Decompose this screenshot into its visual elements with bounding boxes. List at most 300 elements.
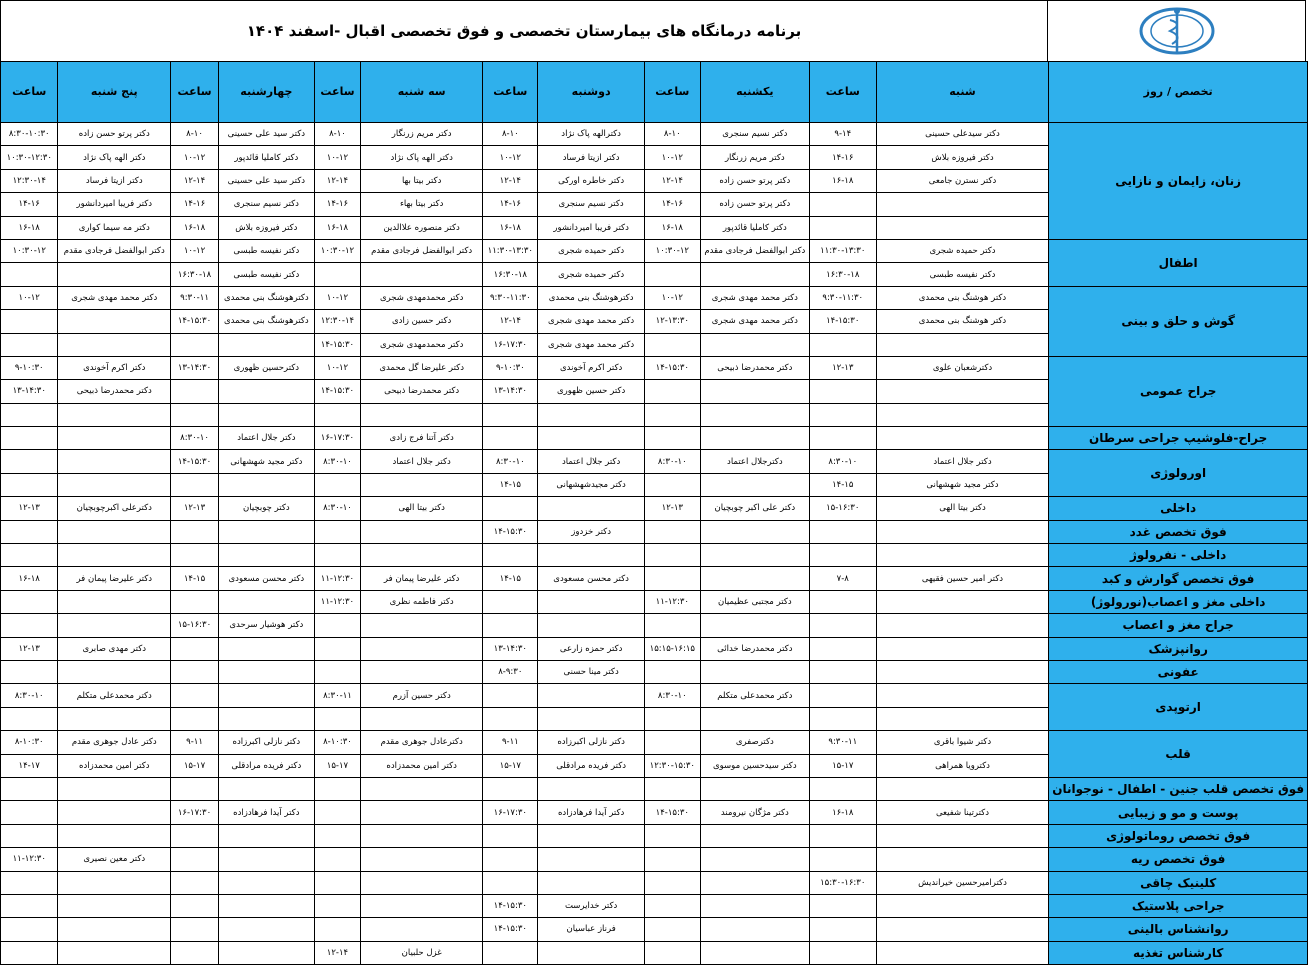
schedule-body [1,123,1308,965]
time-cell [483,777,538,800]
doctor-cell: دکتر محمد مهدی شجری [700,286,809,309]
doctor-cell [700,427,809,450]
doctor-cell [218,707,314,730]
doctor-cell [876,544,1049,567]
specialty-label: داخلی مغز و اعصاب(نورولوژ) [1049,590,1308,613]
doctor-cell: دکتر پرتو حسن زاده [58,123,171,146]
time-cell: ۱۱-۱۲:۳۰ [1,848,58,871]
table-row [1,894,1308,917]
time-cell: ۱۰-۱۲ [644,146,700,169]
time-cell [483,684,538,707]
doctor-cell [538,848,644,871]
time-cell [483,544,538,567]
time-cell: ۱۶-۱۸ [1,216,58,239]
table-row [1,239,1308,262]
col-header: پنج شنبه [58,62,171,123]
time-cell: ۱۴-۱۵:۳۰ [644,356,700,379]
table-row [1,684,1308,707]
time-cell: ۱۱-۱۲:۳۰ [314,567,360,590]
col-header: ساعت [809,62,876,123]
doctor-cell [538,590,644,613]
doctor-cell: دکتر امین محمدزاده [58,754,171,777]
time-cell [1,473,58,496]
time-cell [809,684,876,707]
specialty-label: زنان، زایمان و نازایی [1049,123,1308,240]
time-cell [314,707,360,730]
time-cell: ۹-۱۴ [809,123,876,146]
time-cell [171,848,219,871]
time-cell [809,427,876,450]
doctor-cell [700,614,809,637]
doctor-cell: دکتر جلال اعتماد [876,450,1049,473]
doctor-cell: دکتر خدایرست [538,894,644,917]
doctor-cell [218,637,314,660]
doctor-cell: دکتر محمدرضا خدائی [700,637,809,660]
doctor-cell: دکترهوشنگ بنی محمدی [218,310,314,333]
doctor-cell: دکتر فریده مرادقلی [218,754,314,777]
time-cell [1,707,58,730]
time-cell: ۱۲-۱۳ [171,497,219,520]
time-cell: ۱۴-۱۵ [483,473,538,496]
doctor-cell [876,216,1049,239]
doctor-cell: دکتر محمدمهدی شجری [361,286,483,309]
specialty-label: جراح-فلوشیپ جراحی سرطان [1049,427,1308,450]
time-cell: ۷-۸ [809,567,876,590]
doctor-cell [361,848,483,871]
doctor-cell [538,544,644,567]
time-cell [809,380,876,403]
time-cell: ۱۲-۱۴ [483,169,538,192]
doctor-cell: دکتر فاطمه نظری [361,590,483,613]
doctor-cell [876,427,1049,450]
doctor-cell [361,918,483,941]
time-cell: ۱۴-۱۷ [1,754,58,777]
doctor-cell [58,777,171,800]
doctor-cell: دکتر مژگان نیرومند [700,801,809,824]
doctor-cell: دکتر مجید شهشهانی [218,450,314,473]
time-cell: ۱۰:۳۰-۱۲ [1,239,58,262]
time-cell [171,918,219,941]
doctor-cell [876,707,1049,730]
doctor-cell: دکتر سیدحسین موسوی [700,754,809,777]
time-cell [1,544,58,567]
time-cell [809,403,876,426]
doctor-cell [361,660,483,683]
table-row [1,941,1308,964]
time-cell [644,941,700,964]
time-cell: ۱۴-۱۵:۳۰ [483,894,538,917]
time-cell [809,216,876,239]
specialty-label: فوق تخصص گوارش و کبد [1049,567,1308,590]
doctor-cell [361,894,483,917]
time-cell [171,941,219,964]
doctor-cell: دکتر مریم زرنگار [361,123,483,146]
doctor-cell: دکتر ابوالفضل فرجادی مقدم [58,239,171,262]
doctor-cell [361,637,483,660]
time-cell [171,684,219,707]
schedule-table [0,61,1308,965]
doctor-cell [876,894,1049,917]
time-cell: ۱۴-۱۶ [809,146,876,169]
time-cell [1,450,58,473]
time-cell: ۱۲-۱۳ [1,497,58,520]
doctor-cell [876,637,1049,660]
time-cell [809,824,876,847]
time-cell [314,918,360,941]
specialty-label: جراح عمومی [1049,356,1308,426]
time-cell [314,637,360,660]
doctor-cell: غزل حلبیان [361,941,483,964]
time-cell [1,520,58,543]
time-cell [644,848,700,871]
doctor-cell: دکتر فریبا امیردانشور [538,216,644,239]
doctor-cell [218,918,314,941]
time-cell [483,427,538,450]
time-cell [809,333,876,356]
time-cell [809,520,876,543]
time-cell: ۹-۱۱ [171,731,219,754]
time-cell: ۸-۱۰ [483,123,538,146]
doctor-cell [700,660,809,683]
specialty-label: جراحی پلاستیک [1049,894,1308,917]
doctor-cell: دکتر مجید شهشهانی [876,473,1049,496]
time-cell: ۱۲-۱۴ [171,169,219,192]
time-cell [483,403,538,426]
doctor-cell [218,473,314,496]
doctor-cell: دکتر محمد مهدی شجری [538,310,644,333]
doctor-cell [700,777,809,800]
doctor-cell: دکتر مجیدشهشهانی [538,473,644,496]
time-cell [809,614,876,637]
doctor-cell: دکتر مجتبی عظیمیان [700,590,809,613]
doctor-cell [218,684,314,707]
doctor-cell: دکتر امیر حسین فقیهی [876,567,1049,590]
time-cell [1,614,58,637]
doctor-cell [361,473,483,496]
time-cell: ۸-۱۰ [171,123,219,146]
doctor-cell [218,590,314,613]
table-row [1,427,1308,450]
doctor-cell: دکتر علی اکبر چوبچیان [700,497,809,520]
time-cell [644,380,700,403]
time-cell [171,637,219,660]
specialty-label: فوق تخصص روماتولوژی [1049,824,1308,847]
doctor-cell [700,941,809,964]
doctor-cell: دکترهوشنگ بنی محمدی [218,286,314,309]
doctor-cell: دکتر بیتا الهی [876,497,1049,520]
doctor-cell: دکتر محمدعلی متکلم [58,684,171,707]
doctor-cell: دکترتینا شفیعی [876,801,1049,824]
time-cell [314,894,360,917]
col-header: دوشنبه [538,62,644,123]
doctor-cell: دکتر محسن مسعودی [538,567,644,590]
doctor-cell [538,427,644,450]
doctor-cell [361,520,483,543]
time-cell [644,614,700,637]
table-row [1,918,1308,941]
time-cell [314,544,360,567]
time-cell: ۱۶-۱۸ [644,216,700,239]
time-cell: ۸:۳۰-۱۰ [314,497,360,520]
table-row [1,801,1308,824]
doctor-cell: دکتر نازلی اکبرزاده [218,731,314,754]
time-cell [314,848,360,871]
doctor-cell: دکتر حمیده شجری [538,263,644,286]
time-cell [1,894,58,917]
table-row [1,777,1308,800]
doctor-cell: دکتر فریده مرادقلی [538,754,644,777]
specialty-label: کلینیک چاقی [1049,871,1308,894]
time-cell: ۸:۳۰-۱۰ [1,684,58,707]
doctor-cell [361,824,483,847]
table-row [1,544,1308,567]
time-cell [483,941,538,964]
time-cell [483,871,538,894]
time-cell: ۱۲-۱۴ [314,169,360,192]
doctor-cell: دکتر حمیده شجری [876,239,1049,262]
time-cell: ۹-۱۱ [483,731,538,754]
time-cell: ۱۰-۱۲ [171,239,219,262]
doctor-cell: دکتر علیرضا پیمان فر [58,567,171,590]
time-cell [171,544,219,567]
doctor-cell: دکتر محمدمهدی شجری [361,333,483,356]
doctor-cell: دکتر نفیسه طبسی [876,263,1049,286]
specialty-label: جراح مغز و اعصاب [1049,614,1308,637]
doctor-cell: دکتر هوشنگ بنی محمدی [876,310,1049,333]
time-cell [809,637,876,660]
doctor-cell: دکتر فریبا امیردانشور [58,193,171,216]
time-cell [644,894,700,917]
doctor-cell: دکتر آیدا فرهادزاده [538,801,644,824]
time-cell: ۸:۳۰-۱۰ [644,684,700,707]
doctor-cell [876,403,1049,426]
doctor-cell [58,333,171,356]
doctor-cell [361,871,483,894]
time-cell [171,660,219,683]
caduceus-logo [1048,1,1305,61]
time-cell: ۱۴-۱۵:۳۰ [809,310,876,333]
doctor-cell: دکتر کاملیا قائدپور [218,146,314,169]
doctor-cell [538,777,644,800]
doctor-cell: دکتر مه سیما کواری [58,216,171,239]
time-cell: ۱۰-۱۲ [314,146,360,169]
doctor-cell: دکترالهه پاک نژاد [538,123,644,146]
doctor-cell [218,848,314,871]
specialty-label: اطفال [1049,239,1308,286]
time-cell: ۸:۳۰-۱۰ [644,450,700,473]
time-cell: ۱۰-۱۲ [644,286,700,309]
time-cell [644,333,700,356]
doctor-cell [700,567,809,590]
doctor-cell [218,520,314,543]
doctor-cell: دکترویا همراهی [876,754,1049,777]
specialty-label: کارشناس تغذیه [1049,941,1308,964]
time-cell [171,777,219,800]
time-cell [809,941,876,964]
doctor-cell [218,824,314,847]
time-cell [644,544,700,567]
doctor-cell [876,614,1049,637]
time-cell: ۱۶-۱۷:۳۰ [483,801,538,824]
doctor-cell [218,660,314,683]
doctor-cell: فرناز عباسیان [538,918,644,941]
doctor-cell [58,403,171,426]
time-cell: ۱۴-۱۶ [171,193,219,216]
time-cell [809,193,876,216]
doctor-cell: دکتر سید علی حسینی [218,169,314,192]
table-row [1,123,1308,146]
doctor-cell: دکتر پرتو حسن زاده [700,193,809,216]
doctor-cell: دکتر حسین زادی [361,310,483,333]
specialty-label: ارتوپدی [1049,684,1308,731]
time-cell: ۸-۱۰ [314,123,360,146]
doctor-cell: دکتر فیروزه بلاش [218,216,314,239]
doctor-cell [538,403,644,426]
doctor-cell: دکتر الهه پاک نژاد [58,146,171,169]
doctor-cell [58,918,171,941]
doctor-cell: دکترعلی اکبرچوبچیان [58,497,171,520]
doctor-cell: دکتر چوبچیان [218,497,314,520]
doctor-cell: دکترحسین ظهوری [218,356,314,379]
specialty-label: روانپزشک [1049,637,1308,660]
specialty-label: پوست و مو و زیبایی [1049,801,1308,824]
doctor-cell [58,941,171,964]
table-row [1,497,1308,520]
time-cell [171,871,219,894]
time-cell: ۱۶-۱۸ [171,216,219,239]
time-cell: ۱۶:۳۰-۱۸ [809,263,876,286]
time-cell [644,520,700,543]
time-cell [1,824,58,847]
time-cell: ۱۳-۱۴:۳۰ [483,637,538,660]
table-row [1,731,1308,754]
doctor-cell: دکتر آیدا فرهادزاده [218,801,314,824]
time-cell: ۱۱-۱۲:۳۰ [314,590,360,613]
specialty-label: عفونی [1049,660,1308,683]
time-cell [483,824,538,847]
time-cell: ۱۵:۳۰-۱۶:۳۰ [809,871,876,894]
time-cell: ۱۶-۱۸ [1,567,58,590]
time-cell [1,777,58,800]
time-cell [1,403,58,426]
doctor-cell [218,380,314,403]
doctor-cell: دکتر حمیده شجری [538,239,644,262]
time-cell [1,427,58,450]
time-cell: ۱۲-۱۳:۳۰ [644,310,700,333]
col-header: شنبه [876,62,1049,123]
doctor-cell [58,660,171,683]
doctor-cell: دکتر نسیم سنجری [700,123,809,146]
time-cell: ۱۶-۱۷:۳۰ [314,427,360,450]
col-header: چهارشنبه [218,62,314,123]
doctor-cell [876,684,1049,707]
time-cell: ۱۲-۱۴ [483,310,538,333]
doctor-cell [58,614,171,637]
doctor-cell [538,941,644,964]
doctor-cell [876,660,1049,683]
time-cell: ۸:۳۰-۱۰:۳۰ [1,123,58,146]
doctor-cell: دکتر پرتو حسن زاده [700,169,809,192]
doctor-cell: دکتر هوشنگ بنی محمدی [876,286,1049,309]
col-header: ساعت [314,62,360,123]
doctor-cell [361,614,483,637]
doctor-cell: دکتر بیتا الهی [361,497,483,520]
time-cell: ۱۰-۱۲ [314,286,360,309]
doctor-cell: دکتر الهه پاک نژاد [361,146,483,169]
time-cell: ۱۲:۳۰-۱۵:۳۰ [644,754,700,777]
time-cell: ۱۰-۱۲ [1,286,58,309]
doctor-cell [58,427,171,450]
time-cell [1,660,58,683]
doctor-cell [876,918,1049,941]
time-cell: ۱۲-۱۳ [644,497,700,520]
doctor-cell [700,918,809,941]
time-cell: ۱۴-۱۵ [809,473,876,496]
time-cell: ۱۶-۱۸ [809,801,876,824]
doctor-cell: دکتر محمدعلی متکلم [700,684,809,707]
time-cell [1,941,58,964]
time-cell: ۱۰-۱۲ [314,356,360,379]
time-cell [644,473,700,496]
doctor-cell: دکتر جلال اعتماد [361,450,483,473]
doctor-cell: دکتر عادل جوهری مقدم [58,731,171,754]
doctor-cell [218,544,314,567]
time-cell: ۸-۱۰:۳۰ [1,731,58,754]
doctor-cell [218,777,314,800]
doctor-cell: دکتر علیرضا پیمان فر [361,567,483,590]
doctor-cell [218,871,314,894]
time-cell: ۱۲-۱۴ [644,169,700,192]
doctor-cell: دکتر محمد مهدی شجری [700,310,809,333]
header-row [1,62,1308,123]
time-cell: ۹:۳۰-۱۱ [809,731,876,754]
time-cell: ۹:۳۰-۱۱:۳۰ [483,286,538,309]
time-cell [644,731,700,754]
doctor-cell [700,403,809,426]
time-cell [644,824,700,847]
time-cell: ۹:۳۰-۱۱:۳۰ [809,286,876,309]
doctor-cell: دکتر مریم زرنگار [700,146,809,169]
time-cell [171,590,219,613]
doctor-cell [876,941,1049,964]
time-cell: ۸-۱۰ [644,123,700,146]
doctor-cell: دکتر خزدوز [538,520,644,543]
time-cell: ۱۶:۳۰-۱۸ [171,263,219,286]
doctor-cell: دکترشعبان علوی [876,356,1049,379]
time-cell [171,824,219,847]
doctor-cell: دکترصفری [700,731,809,754]
time-cell [644,918,700,941]
table-row [1,590,1308,613]
doctor-cell: دکتر بیتا بهاء [361,193,483,216]
col-header: تخصص / روز [1049,62,1308,123]
time-cell: ۱۵-۱۶:۳۰ [171,614,219,637]
time-cell [809,544,876,567]
page-title: برنامه درمانگاه های بیمارستان تخصصی و فوق تخصصی اقبال -اسفند ۱۴۰۴ [1,1,1048,61]
doctor-cell [58,590,171,613]
time-cell [644,660,700,683]
doctor-cell [361,263,483,286]
doctor-cell [538,871,644,894]
doctor-cell: دکتر ابوالفضل فرجادی مقدم [700,239,809,262]
time-cell: ۱۳-۱۴:۳۰ [171,356,219,379]
time-cell: ۸:۳۰-۱۱ [314,684,360,707]
time-cell [314,801,360,824]
doctor-cell [538,824,644,847]
time-cell: ۱۶-۱۸ [809,169,876,192]
doctor-cell [700,848,809,871]
time-cell [483,848,538,871]
